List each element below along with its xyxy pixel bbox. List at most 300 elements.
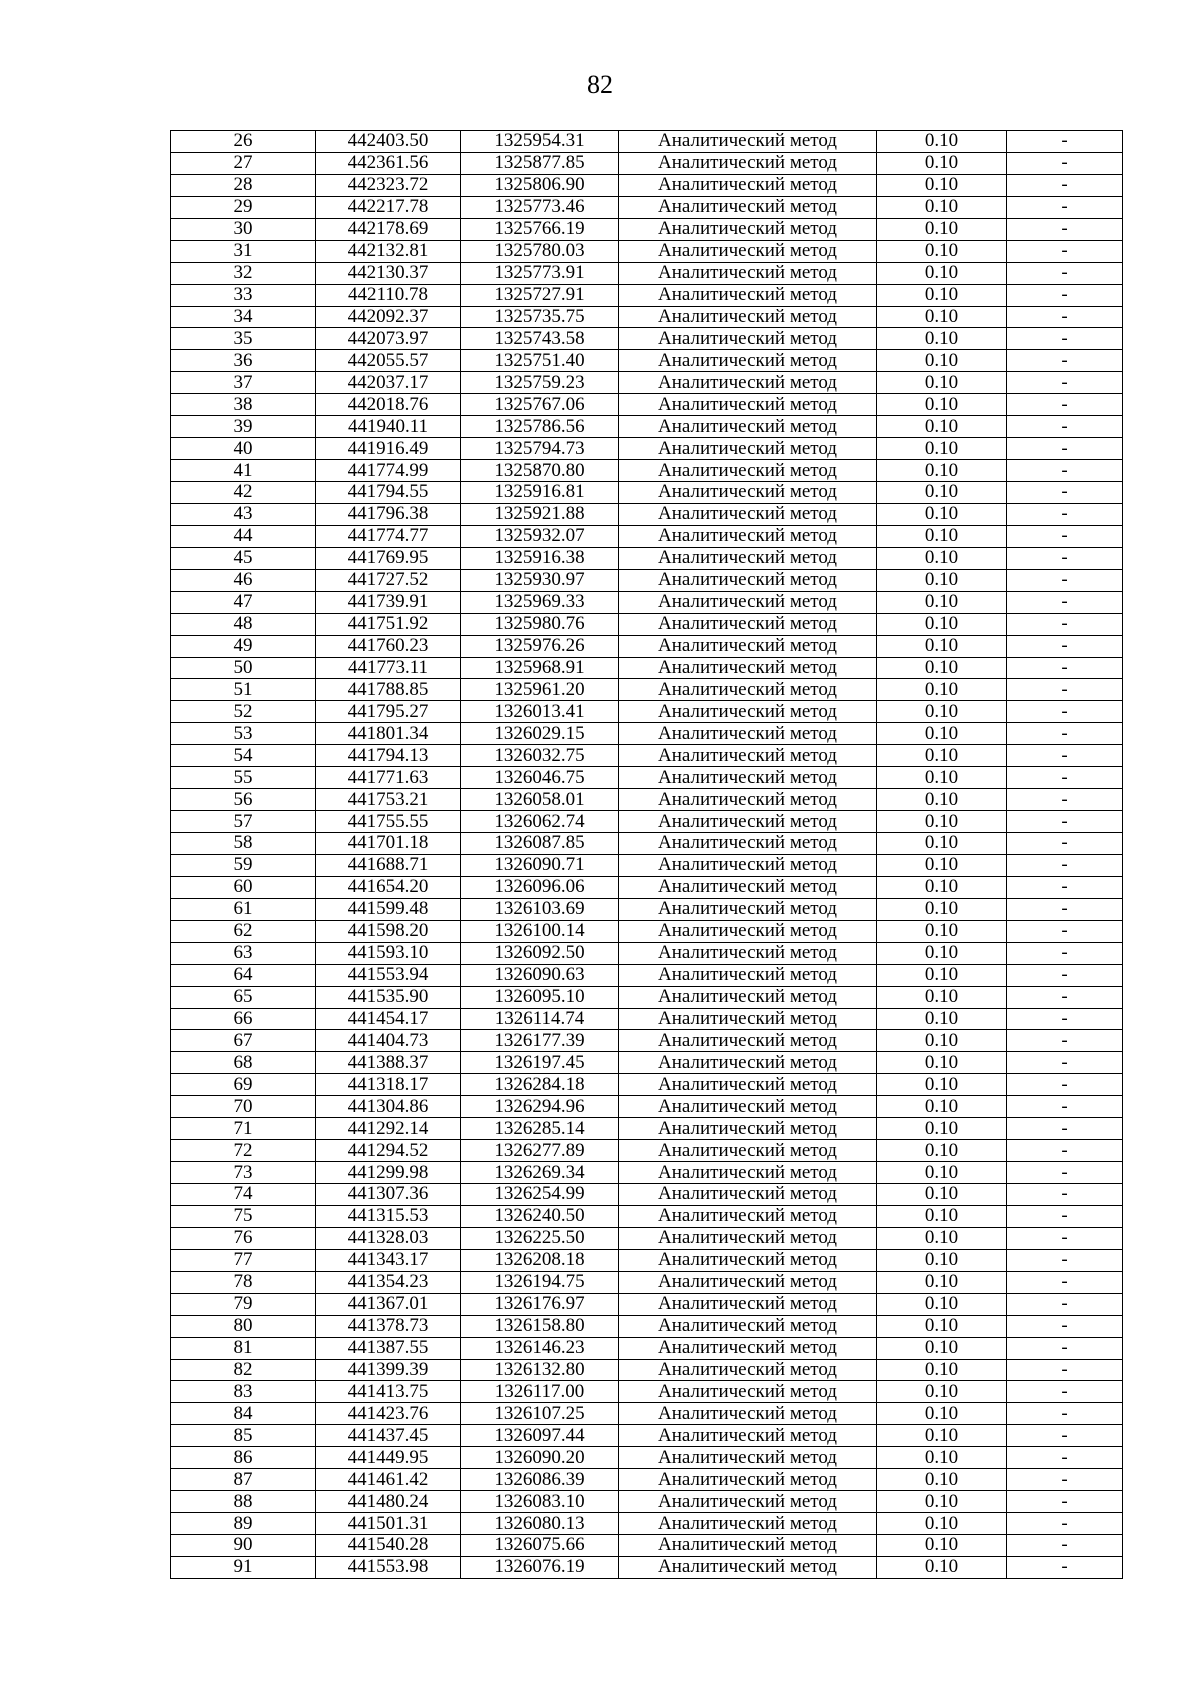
point-number-cell: 64 <box>171 964 316 986</box>
y-coordinate-cell: 1326277.89 <box>461 1140 619 1162</box>
dash-cell: - <box>1007 240 1123 262</box>
accuracy-cell: 0.10 <box>877 613 1007 635</box>
method-cell: Аналитический метод <box>619 284 877 306</box>
point-number-cell: 90 <box>171 1535 316 1557</box>
y-coordinate-cell: 1325932.07 <box>461 525 619 547</box>
y-coordinate-cell: 1325968.91 <box>461 657 619 679</box>
accuracy-cell: 0.10 <box>877 1184 1007 1206</box>
x-coordinate-cell: 441788.85 <box>316 679 461 701</box>
method-cell: Аналитический метод <box>619 1315 877 1337</box>
point-number-cell: 41 <box>171 460 316 482</box>
table-row <box>171 701 1123 723</box>
x-coordinate-cell: 441593.10 <box>316 942 461 964</box>
method-cell: Аналитический метод <box>619 569 877 591</box>
point-number-cell: 76 <box>171 1227 316 1249</box>
y-coordinate-cell: 1326058.01 <box>461 789 619 811</box>
x-coordinate-cell: 442130.37 <box>316 262 461 284</box>
method-cell: Аналитический метод <box>619 547 877 569</box>
x-coordinate-cell: 442055.57 <box>316 350 461 372</box>
table-row <box>171 833 1123 855</box>
point-number-cell: 30 <box>171 218 316 240</box>
dash-cell: - <box>1007 1096 1123 1118</box>
x-coordinate-cell: 441794.13 <box>316 745 461 767</box>
y-coordinate-cell: 1326284.18 <box>461 1074 619 1096</box>
point-number-cell: 77 <box>171 1249 316 1271</box>
method-cell: Аналитический метод <box>619 482 877 504</box>
point-number-cell: 70 <box>171 1096 316 1118</box>
y-coordinate-cell: 1326176.97 <box>461 1293 619 1315</box>
method-cell: Аналитический метод <box>619 1535 877 1557</box>
method-cell: Аналитический метод <box>619 635 877 657</box>
accuracy-cell: 0.10 <box>877 833 1007 855</box>
point-number-cell: 29 <box>171 196 316 218</box>
x-coordinate-cell: 441727.52 <box>316 569 461 591</box>
dash-cell: - <box>1007 569 1123 591</box>
point-number-cell: 73 <box>171 1162 316 1184</box>
dash-cell: - <box>1007 1074 1123 1096</box>
method-cell: Аналитический метод <box>619 394 877 416</box>
x-coordinate-cell: 441299.98 <box>316 1162 461 1184</box>
y-coordinate-cell: 1325786.56 <box>461 416 619 438</box>
table-row <box>171 174 1123 196</box>
table-row <box>171 635 1123 657</box>
accuracy-cell: 0.10 <box>877 1140 1007 1162</box>
point-number-cell: 34 <box>171 306 316 328</box>
method-cell: Аналитический метод <box>619 218 877 240</box>
dash-cell: - <box>1007 438 1123 460</box>
x-coordinate-cell: 441343.17 <box>316 1249 461 1271</box>
dash-cell: - <box>1007 1491 1123 1513</box>
accuracy-cell: 0.10 <box>877 986 1007 1008</box>
table-row <box>171 482 1123 504</box>
accuracy-cell: 0.10 <box>877 745 1007 767</box>
method-cell: Аналитический метод <box>619 964 877 986</box>
point-number-cell: 53 <box>171 723 316 745</box>
x-coordinate-cell: 441328.03 <box>316 1227 461 1249</box>
point-number-cell: 47 <box>171 591 316 613</box>
dash-cell: - <box>1007 679 1123 701</box>
accuracy-cell: 0.10 <box>877 964 1007 986</box>
accuracy-cell: 0.10 <box>877 1030 1007 1052</box>
method-cell: Аналитический метод <box>619 701 877 723</box>
dash-cell: - <box>1007 328 1123 350</box>
method-cell: Аналитический метод <box>619 1425 877 1447</box>
dash-cell: - <box>1007 854 1123 876</box>
point-number-cell: 52 <box>171 701 316 723</box>
point-number-cell: 65 <box>171 986 316 1008</box>
y-coordinate-cell: 1326092.50 <box>461 942 619 964</box>
point-number-cell: 66 <box>171 1008 316 1030</box>
method-cell: Аналитический метод <box>619 1447 877 1469</box>
point-number-cell: 26 <box>171 131 316 153</box>
table-row <box>171 1447 1123 1469</box>
y-coordinate-cell: 1326107.25 <box>461 1403 619 1425</box>
y-coordinate-cell: 1326090.63 <box>461 964 619 986</box>
table-row <box>171 876 1123 898</box>
point-number-cell: 81 <box>171 1337 316 1359</box>
dash-cell: - <box>1007 525 1123 547</box>
x-coordinate-cell: 441751.92 <box>316 613 461 635</box>
method-cell: Аналитический метод <box>619 416 877 438</box>
point-number-cell: 46 <box>171 569 316 591</box>
method-cell: Аналитический метод <box>619 1008 877 1030</box>
x-coordinate-cell: 442217.78 <box>316 196 461 218</box>
accuracy-cell: 0.10 <box>877 174 1007 196</box>
table-row <box>171 1315 1123 1337</box>
x-coordinate-cell: 441760.23 <box>316 635 461 657</box>
accuracy-cell: 0.10 <box>877 152 1007 174</box>
method-cell: Аналитический метод <box>619 833 877 855</box>
dash-cell: - <box>1007 767 1123 789</box>
accuracy-cell: 0.10 <box>877 328 1007 350</box>
y-coordinate-cell: 1326032.75 <box>461 745 619 767</box>
table-row <box>171 986 1123 1008</box>
dash-cell: - <box>1007 196 1123 218</box>
method-cell: Аналитический метод <box>619 1513 877 1535</box>
table-row <box>171 547 1123 569</box>
table-row <box>171 723 1123 745</box>
y-coordinate-cell: 1325727.91 <box>461 284 619 306</box>
method-cell: Аналитический метод <box>619 854 877 876</box>
x-coordinate-cell: 442132.81 <box>316 240 461 262</box>
x-coordinate-cell: 441553.98 <box>316 1556 461 1578</box>
point-number-cell: 55 <box>171 767 316 789</box>
accuracy-cell: 0.10 <box>877 1008 1007 1030</box>
x-coordinate-cell: 442110.78 <box>316 284 461 306</box>
method-cell: Аналитический метод <box>619 657 877 679</box>
y-coordinate-cell: 1325773.46 <box>461 196 619 218</box>
table-row <box>171 1184 1123 1206</box>
method-cell: Аналитический метод <box>619 460 877 482</box>
method-cell: Аналитический метод <box>619 1052 877 1074</box>
dash-cell: - <box>1007 1469 1123 1491</box>
point-number-cell: 33 <box>171 284 316 306</box>
point-number-cell: 89 <box>171 1513 316 1535</box>
method-cell: Аналитический метод <box>619 1140 877 1162</box>
x-coordinate-cell: 441753.21 <box>316 789 461 811</box>
point-number-cell: 75 <box>171 1205 316 1227</box>
table-row <box>171 196 1123 218</box>
x-coordinate-cell: 441796.38 <box>316 503 461 525</box>
table-row <box>171 1008 1123 1030</box>
coordinates-table-body <box>171 131 1123 1579</box>
dash-cell: - <box>1007 898 1123 920</box>
method-cell: Аналитический метод <box>619 745 877 767</box>
dash-cell: - <box>1007 942 1123 964</box>
accuracy-cell: 0.10 <box>877 131 1007 153</box>
dash-cell: - <box>1007 218 1123 240</box>
point-number-cell: 87 <box>171 1469 316 1491</box>
accuracy-cell: 0.10 <box>877 372 1007 394</box>
method-cell: Аналитический метод <box>619 240 877 262</box>
accuracy-cell: 0.10 <box>877 196 1007 218</box>
x-coordinate-cell: 441774.77 <box>316 525 461 547</box>
table-row <box>171 262 1123 284</box>
dash-cell: - <box>1007 723 1123 745</box>
method-cell: Аналитический метод <box>619 723 877 745</box>
y-coordinate-cell: 1326046.75 <box>461 767 619 789</box>
method-cell: Аналитический метод <box>619 174 877 196</box>
x-coordinate-cell: 441774.99 <box>316 460 461 482</box>
y-coordinate-cell: 1326117.00 <box>461 1381 619 1403</box>
accuracy-cell: 0.10 <box>877 306 1007 328</box>
table-row <box>171 1249 1123 1271</box>
point-number-cell: 40 <box>171 438 316 460</box>
method-cell: Аналитический метод <box>619 196 877 218</box>
accuracy-cell: 0.10 <box>877 503 1007 525</box>
accuracy-cell: 0.10 <box>877 1491 1007 1513</box>
method-cell: Аналитический метод <box>619 1556 877 1578</box>
dash-cell: - <box>1007 964 1123 986</box>
point-number-cell: 88 <box>171 1491 316 1513</box>
table-row <box>171 1293 1123 1315</box>
x-coordinate-cell: 442323.72 <box>316 174 461 196</box>
dash-cell: - <box>1007 503 1123 525</box>
dash-cell: - <box>1007 1205 1123 1227</box>
y-coordinate-cell: 1326208.18 <box>461 1249 619 1271</box>
table-row <box>171 920 1123 942</box>
dash-cell: - <box>1007 1381 1123 1403</box>
dash-cell: - <box>1007 372 1123 394</box>
y-coordinate-cell: 1326240.50 <box>461 1205 619 1227</box>
table-row <box>171 767 1123 789</box>
accuracy-cell: 0.10 <box>877 547 1007 569</box>
x-coordinate-cell: 441654.20 <box>316 876 461 898</box>
point-number-cell: 91 <box>171 1556 316 1578</box>
method-cell: Аналитический метод <box>619 306 877 328</box>
x-coordinate-cell: 441413.75 <box>316 1381 461 1403</box>
y-coordinate-cell: 1326087.85 <box>461 833 619 855</box>
x-coordinate-cell: 442092.37 <box>316 306 461 328</box>
table-row <box>171 1140 1123 1162</box>
y-coordinate-cell: 1325794.73 <box>461 438 619 460</box>
dash-cell: - <box>1007 1030 1123 1052</box>
point-number-cell: 59 <box>171 854 316 876</box>
point-number-cell: 68 <box>171 1052 316 1074</box>
accuracy-cell: 0.10 <box>877 1556 1007 1578</box>
y-coordinate-cell: 1325780.03 <box>461 240 619 262</box>
method-cell: Аналитический метод <box>619 328 877 350</box>
table-row <box>171 1052 1123 1074</box>
accuracy-cell: 0.10 <box>877 1425 1007 1447</box>
table-row <box>171 789 1123 811</box>
dash-cell: - <box>1007 1293 1123 1315</box>
x-coordinate-cell: 441940.11 <box>316 416 461 438</box>
method-cell: Аналитический метод <box>619 920 877 942</box>
point-number-cell: 39 <box>171 416 316 438</box>
method-cell: Аналитический метод <box>619 438 877 460</box>
x-coordinate-cell: 441773.11 <box>316 657 461 679</box>
y-coordinate-cell: 1325767.06 <box>461 394 619 416</box>
x-coordinate-cell: 441769.95 <box>316 547 461 569</box>
accuracy-cell: 0.10 <box>877 1447 1007 1469</box>
dash-cell: - <box>1007 152 1123 174</box>
x-coordinate-cell: 442037.17 <box>316 372 461 394</box>
table-row <box>171 1227 1123 1249</box>
x-coordinate-cell: 441795.27 <box>316 701 461 723</box>
x-coordinate-cell: 441292.14 <box>316 1118 461 1140</box>
point-number-cell: 63 <box>171 942 316 964</box>
table-row <box>171 240 1123 262</box>
x-coordinate-cell: 441755.55 <box>316 811 461 833</box>
y-coordinate-cell: 1325751.40 <box>461 350 619 372</box>
accuracy-cell: 0.10 <box>877 240 1007 262</box>
accuracy-cell: 0.10 <box>877 1513 1007 1535</box>
point-number-cell: 54 <box>171 745 316 767</box>
table-row <box>171 569 1123 591</box>
table-row <box>171 1535 1123 1557</box>
method-cell: Аналитический метод <box>619 789 877 811</box>
x-coordinate-cell: 441304.86 <box>316 1096 461 1118</box>
x-coordinate-cell: 442018.76 <box>316 394 461 416</box>
y-coordinate-cell: 1325759.23 <box>461 372 619 394</box>
method-cell: Аналитический метод <box>619 767 877 789</box>
method-cell: Аналитический метод <box>619 1205 877 1227</box>
dash-cell: - <box>1007 394 1123 416</box>
point-number-cell: 35 <box>171 328 316 350</box>
y-coordinate-cell: 1325954.31 <box>461 131 619 153</box>
x-coordinate-cell: 441794.55 <box>316 482 461 504</box>
dash-cell: - <box>1007 262 1123 284</box>
method-cell: Аналитический метод <box>619 1271 877 1293</box>
point-number-cell: 28 <box>171 174 316 196</box>
x-coordinate-cell: 442073.97 <box>316 328 461 350</box>
dash-cell: - <box>1007 350 1123 372</box>
point-number-cell: 58 <box>171 833 316 855</box>
accuracy-cell: 0.10 <box>877 854 1007 876</box>
dash-cell: - <box>1007 284 1123 306</box>
method-cell: Аналитический метод <box>619 152 877 174</box>
dash-cell: - <box>1007 1447 1123 1469</box>
x-coordinate-cell: 441454.17 <box>316 1008 461 1030</box>
dash-cell: - <box>1007 635 1123 657</box>
accuracy-cell: 0.10 <box>877 1162 1007 1184</box>
x-coordinate-cell: 442178.69 <box>316 218 461 240</box>
y-coordinate-cell: 1326269.34 <box>461 1162 619 1184</box>
accuracy-cell: 0.10 <box>877 1052 1007 1074</box>
table-row <box>171 218 1123 240</box>
method-cell: Аналитический метод <box>619 811 877 833</box>
table-row <box>171 811 1123 833</box>
table-row <box>171 503 1123 525</box>
point-number-cell: 67 <box>171 1030 316 1052</box>
accuracy-cell: 0.10 <box>877 723 1007 745</box>
dash-cell: - <box>1007 1271 1123 1293</box>
y-coordinate-cell: 1326083.10 <box>461 1491 619 1513</box>
point-number-cell: 51 <box>171 679 316 701</box>
table-row <box>171 350 1123 372</box>
point-number-cell: 79 <box>171 1293 316 1315</box>
accuracy-cell: 0.10 <box>877 942 1007 964</box>
accuracy-cell: 0.10 <box>877 1359 1007 1381</box>
y-coordinate-cell: 1325980.76 <box>461 613 619 635</box>
dash-cell: - <box>1007 1249 1123 1271</box>
coordinates-table <box>170 130 1123 1579</box>
y-coordinate-cell: 1326177.39 <box>461 1030 619 1052</box>
point-number-cell: 80 <box>171 1315 316 1337</box>
accuracy-cell: 0.10 <box>877 679 1007 701</box>
table-row <box>171 745 1123 767</box>
y-coordinate-cell: 1325877.85 <box>461 152 619 174</box>
method-cell: Аналитический метод <box>619 679 877 701</box>
page-number: 82 <box>587 70 613 99</box>
point-number-cell: 37 <box>171 372 316 394</box>
method-cell: Аналитический метод <box>619 1403 877 1425</box>
x-coordinate-cell: 441449.95 <box>316 1447 461 1469</box>
y-coordinate-cell: 1326100.14 <box>461 920 619 942</box>
accuracy-cell: 0.10 <box>877 1535 1007 1557</box>
accuracy-cell: 0.10 <box>877 1315 1007 1337</box>
accuracy-cell: 0.10 <box>877 1096 1007 1118</box>
y-coordinate-cell: 1325743.58 <box>461 328 619 350</box>
dash-cell: - <box>1007 986 1123 1008</box>
accuracy-cell: 0.10 <box>877 1118 1007 1140</box>
y-coordinate-cell: 1326225.50 <box>461 1227 619 1249</box>
table-row <box>171 1359 1123 1381</box>
table-row <box>171 679 1123 701</box>
table-row <box>171 1491 1123 1513</box>
y-coordinate-cell: 1326095.10 <box>461 986 619 1008</box>
x-coordinate-cell: 441378.73 <box>316 1315 461 1337</box>
point-number-cell: 74 <box>171 1184 316 1206</box>
accuracy-cell: 0.10 <box>877 767 1007 789</box>
y-coordinate-cell: 1326090.71 <box>461 854 619 876</box>
method-cell: Аналитический метод <box>619 525 877 547</box>
y-coordinate-cell: 1325976.26 <box>461 635 619 657</box>
x-coordinate-cell: 441480.24 <box>316 1491 461 1513</box>
dash-cell: - <box>1007 1556 1123 1578</box>
y-coordinate-cell: 1325766.19 <box>461 218 619 240</box>
y-coordinate-cell: 1326285.14 <box>461 1118 619 1140</box>
point-number-cell: 71 <box>171 1118 316 1140</box>
table-row <box>171 898 1123 920</box>
accuracy-cell: 0.10 <box>877 482 1007 504</box>
point-number-cell: 62 <box>171 920 316 942</box>
table-row <box>171 416 1123 438</box>
accuracy-cell: 0.10 <box>877 876 1007 898</box>
dash-cell: - <box>1007 1140 1123 1162</box>
accuracy-cell: 0.10 <box>877 1469 1007 1491</box>
table-row <box>171 964 1123 986</box>
point-number-cell: 44 <box>171 525 316 547</box>
y-coordinate-cell: 1326090.20 <box>461 1447 619 1469</box>
method-cell: Аналитический метод <box>619 350 877 372</box>
y-coordinate-cell: 1325969.33 <box>461 591 619 613</box>
point-number-cell: 72 <box>171 1140 316 1162</box>
method-cell: Аналитический метод <box>619 1184 877 1206</box>
point-number-cell: 45 <box>171 547 316 569</box>
table-row <box>171 1556 1123 1578</box>
table-row <box>171 1096 1123 1118</box>
accuracy-cell: 0.10 <box>877 1249 1007 1271</box>
dash-cell: - <box>1007 1008 1123 1030</box>
point-number-cell: 86 <box>171 1447 316 1469</box>
y-coordinate-cell: 1325930.97 <box>461 569 619 591</box>
dash-cell: - <box>1007 1184 1123 1206</box>
table-row <box>171 306 1123 328</box>
dash-cell: - <box>1007 789 1123 811</box>
y-coordinate-cell: 1325806.90 <box>461 174 619 196</box>
accuracy-cell: 0.10 <box>877 1271 1007 1293</box>
dash-cell: - <box>1007 1315 1123 1337</box>
dash-cell: - <box>1007 1513 1123 1535</box>
accuracy-cell: 0.10 <box>877 635 1007 657</box>
table-row <box>171 613 1123 635</box>
dash-cell: - <box>1007 1118 1123 1140</box>
accuracy-cell: 0.10 <box>877 920 1007 942</box>
x-coordinate-cell: 441801.34 <box>316 723 461 745</box>
method-cell: Аналитический метод <box>619 1469 877 1491</box>
